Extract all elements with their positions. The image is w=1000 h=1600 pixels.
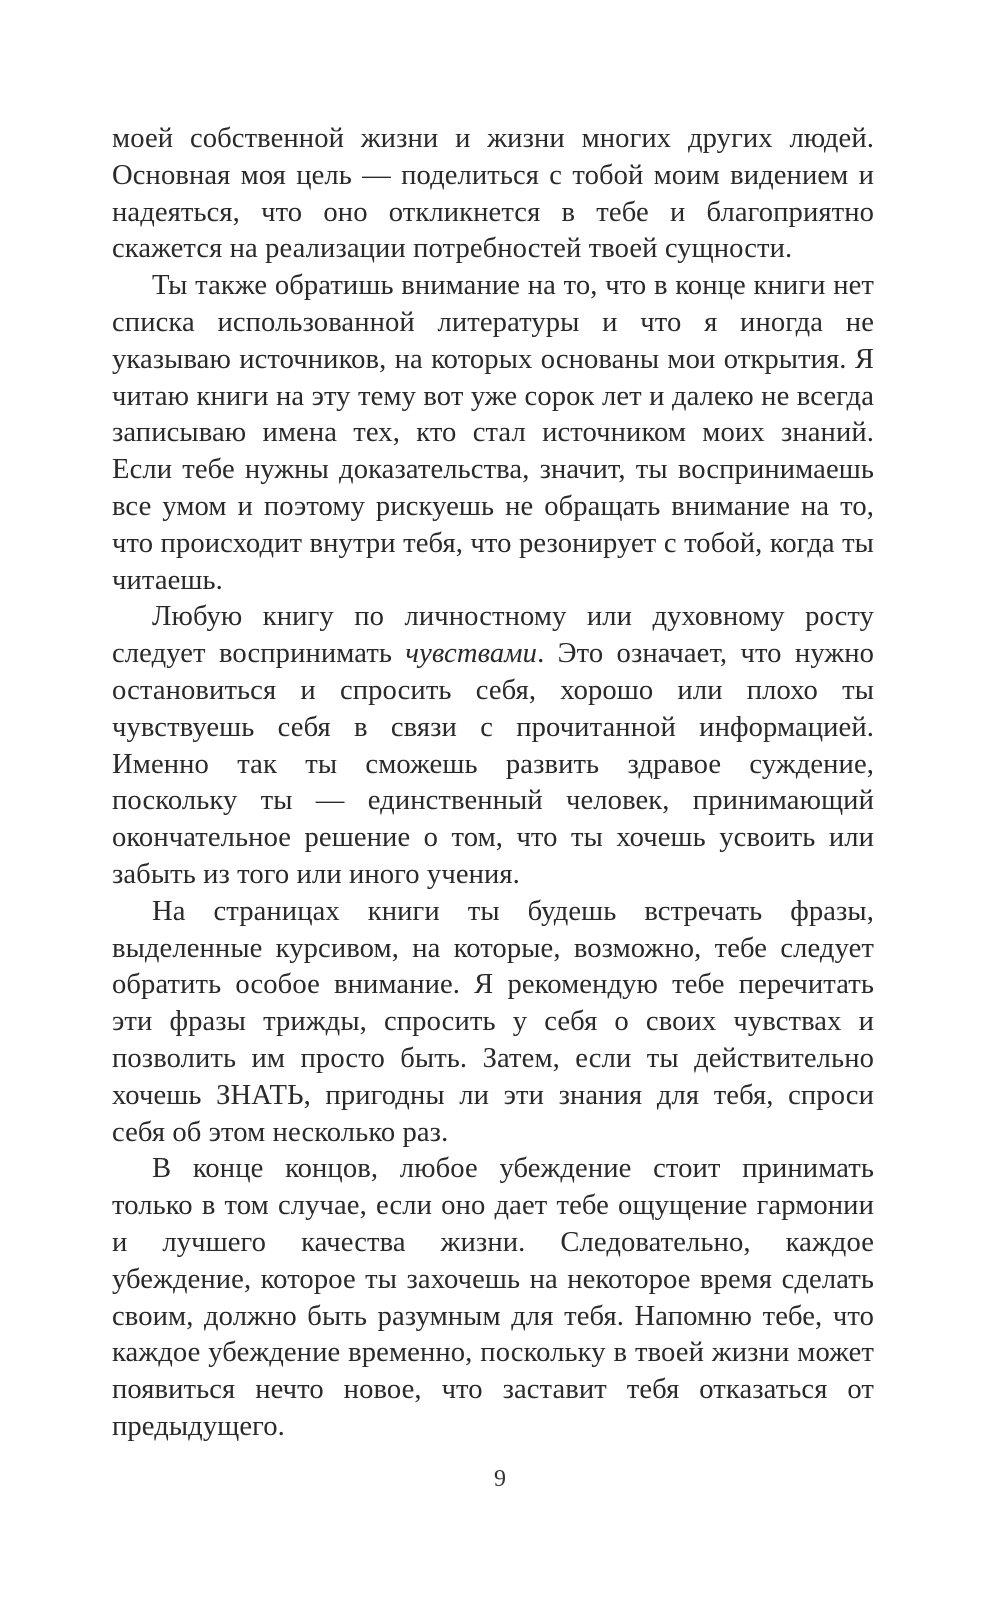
paragraph-1: моей собственной жизни и жизни многих других людей. Основная моя цель — поделиться с тобой моим видением и надеяться, что оно откликнется в тебе и благоприятно скажется на реализации потребностей твоей сущности.	[112, 123, 874, 265]
paragraph-3-italic-word: чувствами	[405, 638, 538, 670]
paragraph-5: В конце концов, любое убеждение стоит принимать только в том случае, если оно дает тебе ощущение гармонии и лучшего качества жизни. Следовательно, каждое убеждение, которое ты захочешь на некоторое время сделать своим, должно быть разумным для тебя. Напомню тебе, что каждое убеждение временно, поскольку в твоей жизни может появиться нечто новое, что заставит тебя отказаться от предыдущего.	[112, 1153, 874, 1442]
paragraph-3	[112, 599, 874, 893]
paragraph-4: На страницах книги ты будешь встречать фразы, выделенные курсивом, на которые, возможно, тебе следует обратить особое внимание. Я рекомендую тебе перечитать эти фразы трижды, спросить у себя о своих чувствах и позволить им просто быть. Затем, если ты действительно хочешь ЗНАТЬ, пригодны ли эти знания для тебя, спроси себя об этом несколько раз.	[112, 895, 874, 1148]
paragraph-3-text-before: Любую книгу по личностному или духовному росту следует воспринимать	[112, 601, 874, 670]
paragraph-2: Ты также обратишь внимание на то, что в конце книги нет списка использованной литературы и что я иногда не указываю источников, на которых основаны мои открытия. Я читаю книги на эту тему вот уже сорок лет и далеко не всегда записываю имена тех, кто стал источником моих знаний. Если тебе нужны доказательства, значит, ты воспринимаешь все умом и поэтому рискуешь не обращать внимание на то, что происходит внутри тебя, что резонирует с тобой, когда ты читаешь.	[112, 270, 874, 596]
page-number: 9	[494, 1466, 506, 1492]
page-body-text	[112, 121, 874, 1446]
paragraph-3-text-after: . Это означает, что нужно остановиться и спросить себя, хорошо или плохо ты чувствуешь себя в связи с прочитанной информацией. Именно так ты сможешь развить здравое суждение, поскольку ты — единственный человек, принимающий окончательное решение о том, что ты хочешь усвоить или забыть из того или иного учения.	[112, 638, 874, 890]
